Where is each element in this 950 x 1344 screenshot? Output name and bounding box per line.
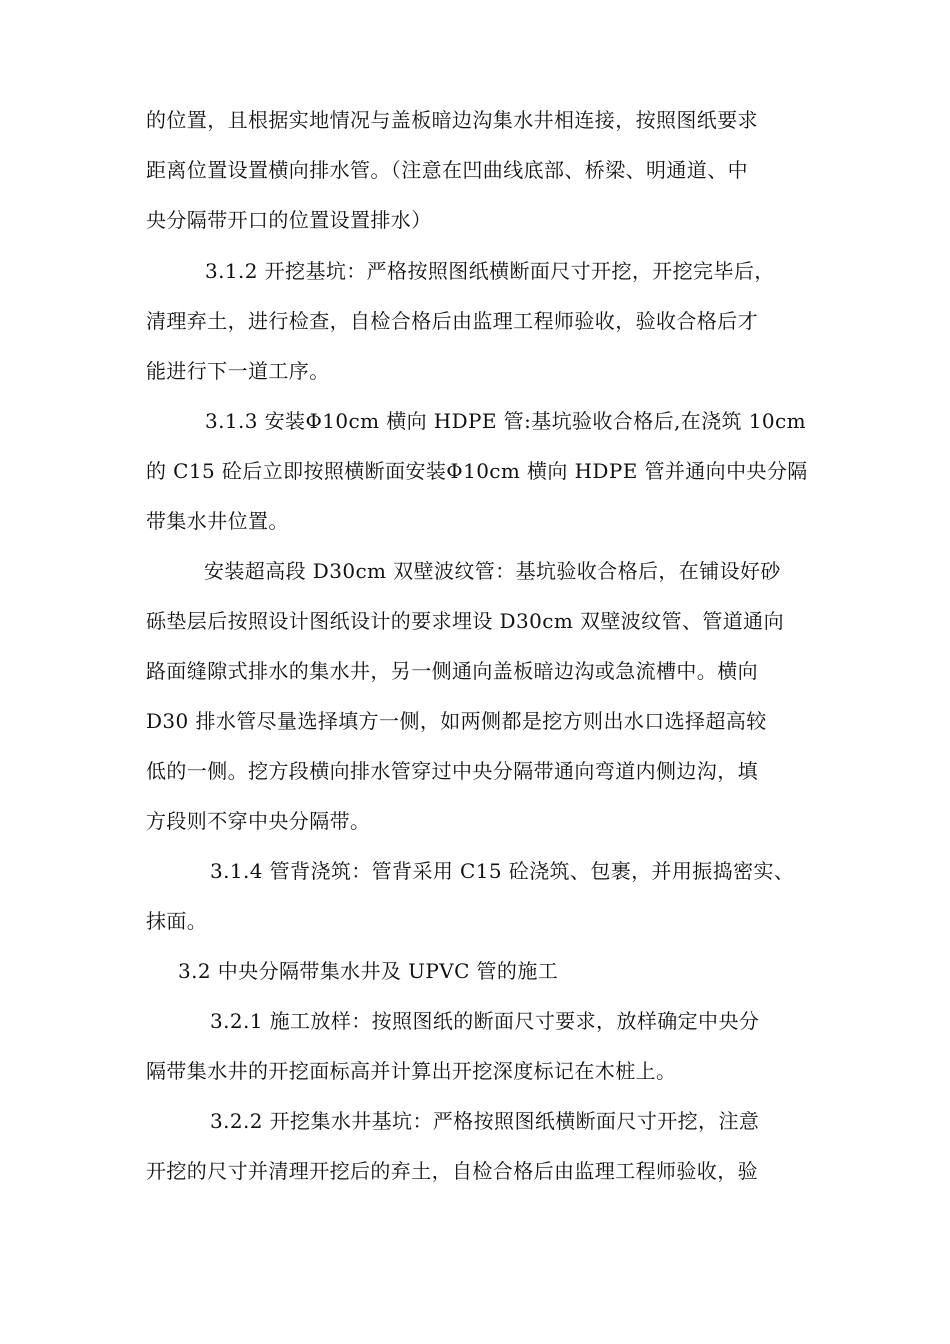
- text-line: 的 C15 砼后立即按照横断面安装Φ10cm 横向 HDPE 管并通向中央分隔: [146, 459, 808, 483]
- text-line: 隔带集水井的开挖面标高并计算出开挖深度标记在木桩上。: [146, 1059, 677, 1083]
- text-line: 方段则不穿中央分隔带。: [146, 809, 371, 833]
- text-line: 3.1.2 开挖基坑：严格按照图纸横断面尺寸开挖，开挖完毕后，: [205, 259, 775, 283]
- section-heading: 3.2 中央分隔带集水井及 UPVC 管的施工: [178, 959, 559, 983]
- text-line: 清理弃土，进行检查，自检合格后由监理工程师验收，验收合格后才: [146, 309, 758, 333]
- text-line: 央分隔带开口的位置设置排水）: [146, 208, 432, 232]
- text-line: 的位置，且根据实地情况与盖板暗边沟集水井相连接，按照图纸要求: [146, 108, 758, 132]
- text-line: 抹面。: [146, 909, 208, 933]
- text-line: 3.1.4 管背浇筑：管背采用 C15 砼浇筑、包裹，并用振捣密实、: [210, 859, 795, 883]
- text-line: D30 排水管尽量选择填方一侧，如两侧都是挖方则出水口选择超高较: [146, 709, 767, 733]
- text-line: 3.1.3 安装Φ10cm 横向 HDPE 管:基坑验收合格后,在浇筑 10cm: [205, 409, 806, 433]
- text-line: 距离位置设置横向排水管。（注意在凹曲线底部、桥梁、明通道、中: [146, 158, 748, 182]
- text-line: 能进行下一道工序。: [146, 359, 330, 383]
- text-line: 3.2.2 开挖集水井基坑：严格按照图纸横断面尺寸开挖，注意: [210, 1109, 760, 1133]
- text-line: 3.2.1 施工放样：按照图纸的断面尺寸要求，放样确定中央分: [210, 1009, 760, 1033]
- text-line: 砾垫层后按照设计图纸设计的要求埋设 D30cm 双壁波纹管、管道通向: [146, 609, 784, 633]
- text-line: 开挖的尺寸并清理开挖后的弃土，自检合格后由监理工程师验收，验: [146, 1159, 758, 1183]
- text-line: 路面缝隙式排水的集水井，另一侧通向盖板暗边沟或急流槽中。横向: [146, 659, 758, 683]
- text-line: 安装超高段 D30cm 双壁波纹管：基坑验收合格后，在铺设好砂: [204, 559, 781, 583]
- text-line: 低的一侧。挖方段横向排水管穿过中央分隔带通向弯道内侧边沟，填: [146, 759, 758, 783]
- text-line: 带集水井位置。: [146, 509, 289, 533]
